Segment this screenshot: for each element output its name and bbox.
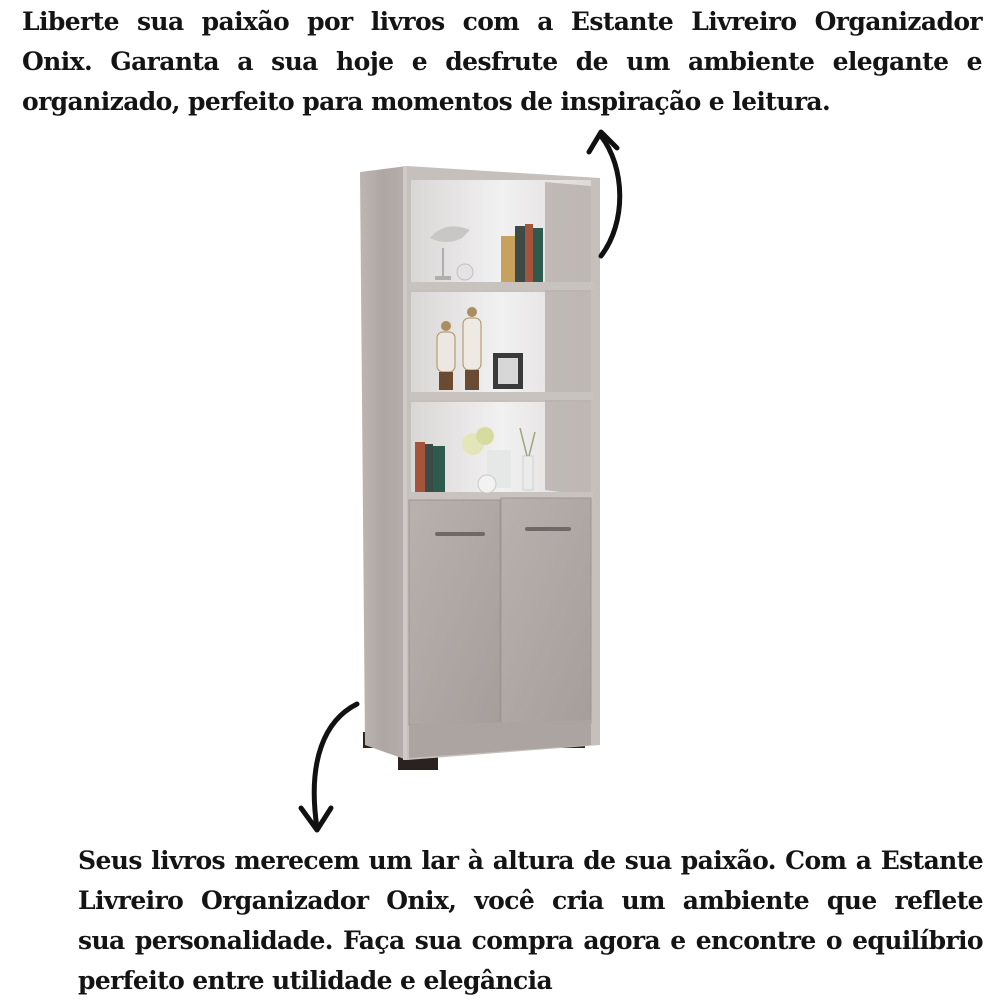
bottom-caption-line: Seus livros merecem um lar à altura de sua paixão. Com a Estante [78,846,983,875]
bottom-caption-line: Livreiro Organizador Onix, você cria um ambiente que reflete [78,886,983,915]
bottom-caption-line: sua personalidade. Faça sua compra agora e encontre o equilíbrio [78,926,983,955]
top-caption [22,2,982,122]
top-caption-line: Onix. Garanta a sua hoje e desfrute de um ambiente elegante e [22,47,982,76]
bottom-caption-line: perfeito entre utilidade e elegância [78,966,553,995]
top-caption-line: Liberte sua paixão por livros com a Estante Livreiro Organizador [22,7,982,36]
bookcase-image [355,160,605,780]
top-caption-line: organizado, perfeito para momentos de inspiração e leitura. [22,87,831,116]
bottom-caption [78,841,983,1001]
curved-arrow-up-icon [585,122,635,262]
curved-arrow-down-icon [295,700,365,840]
